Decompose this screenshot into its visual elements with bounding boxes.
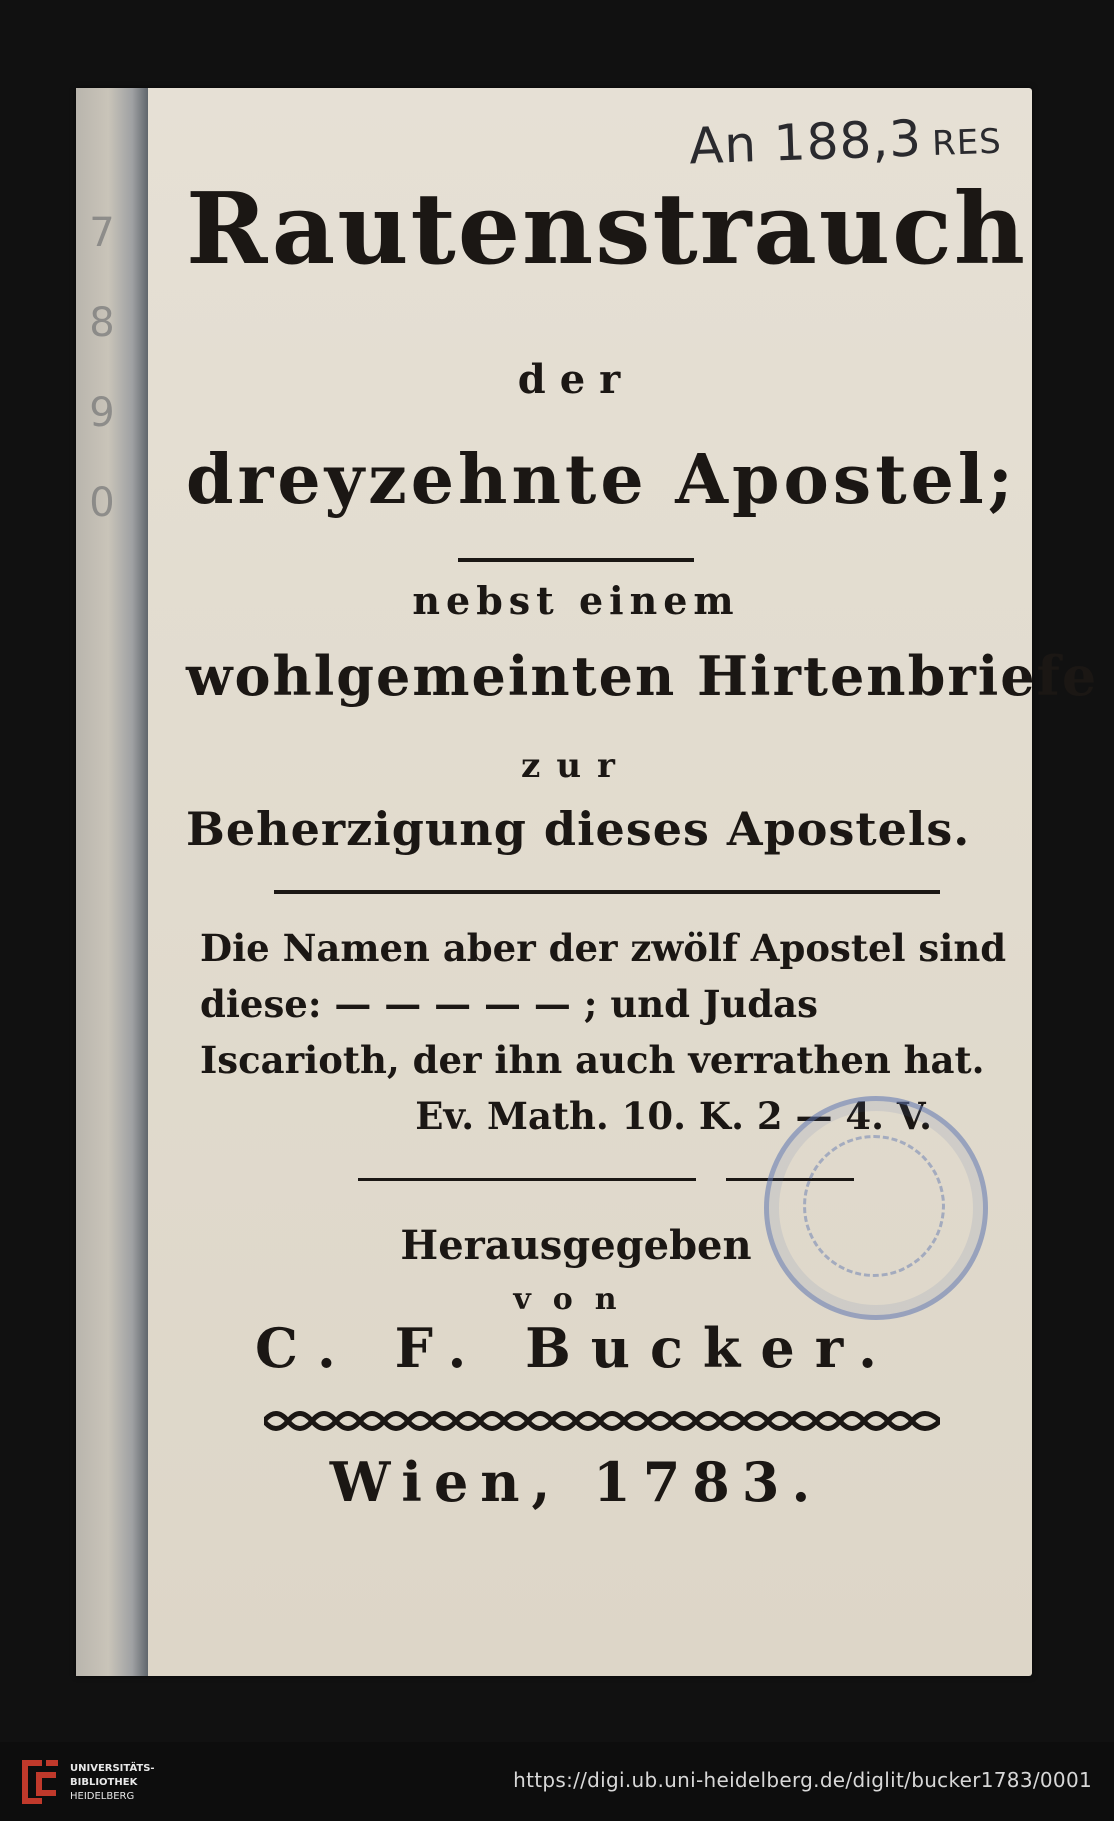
author-name: C. F. Bucker. [255, 1316, 897, 1380]
spine-mark: 0 [89, 480, 115, 526]
spine-mark: 9 [89, 390, 115, 436]
motto-citation: Ev. Math. 10. K. 2 — 4. V. [415, 1094, 932, 1138]
book-spine [76, 88, 148, 1676]
motto-line: Iscarioth, der ihn auch verrathen hat. [200, 1038, 985, 1082]
shelfmark-suffix: RES [931, 121, 1003, 164]
viewer-footer [0, 1742, 1114, 1821]
subtitle-hirtenbrief: wohlgemeinten Hirtenbriefe [186, 644, 1099, 708]
herausgegeben-label: Herausgegeben [400, 1222, 752, 1269]
library-name-line: UNIVERSITÄTS- [70, 1763, 155, 1774]
title-page [76, 88, 1099, 1676]
divider-rule [458, 558, 694, 562]
article-der: der [517, 356, 635, 403]
wave-ornament-icon [264, 1404, 940, 1438]
book-title: Rautenstrauch [186, 172, 1028, 287]
ub-heidelberg-logo-icon[interactable] [16, 1756, 64, 1808]
motto-line: diese: — — — — — ; und Judas [200, 982, 818, 1026]
subtitle-zur: zur [521, 746, 631, 786]
divider-rule [358, 1178, 696, 1181]
library-name-line: HEIDELBERG [70, 1791, 135, 1802]
spine-marks [80, 188, 124, 1088]
library-stamp-icon [764, 1096, 988, 1320]
subtitle-beherzigung: Beherzigung dieses Apostels. [186, 802, 971, 856]
motto-line: Die Namen aber der zwölf Apostel sind [200, 926, 1007, 970]
spine-mark: 8 [89, 300, 115, 346]
library-name[interactable] [70, 1762, 155, 1804]
place-year: Wien, 1783. [329, 1450, 823, 1514]
subtitle-nebst: nebst einem [412, 578, 740, 623]
book-subtitle: dreyzehnte Apostel; [186, 440, 1017, 520]
library-name-line: BIBLIOTHEK [70, 1777, 138, 1788]
divider-rule [274, 890, 940, 894]
spine-mark: 7 [89, 210, 115, 256]
von-label: von [513, 1282, 639, 1317]
permalink-url[interactable]: https://digi.ub.uni-heidelberg.de/diglit/bucker1783/0001 [513, 1768, 1092, 1792]
shelfmark-number: An 188,3 [688, 109, 924, 176]
